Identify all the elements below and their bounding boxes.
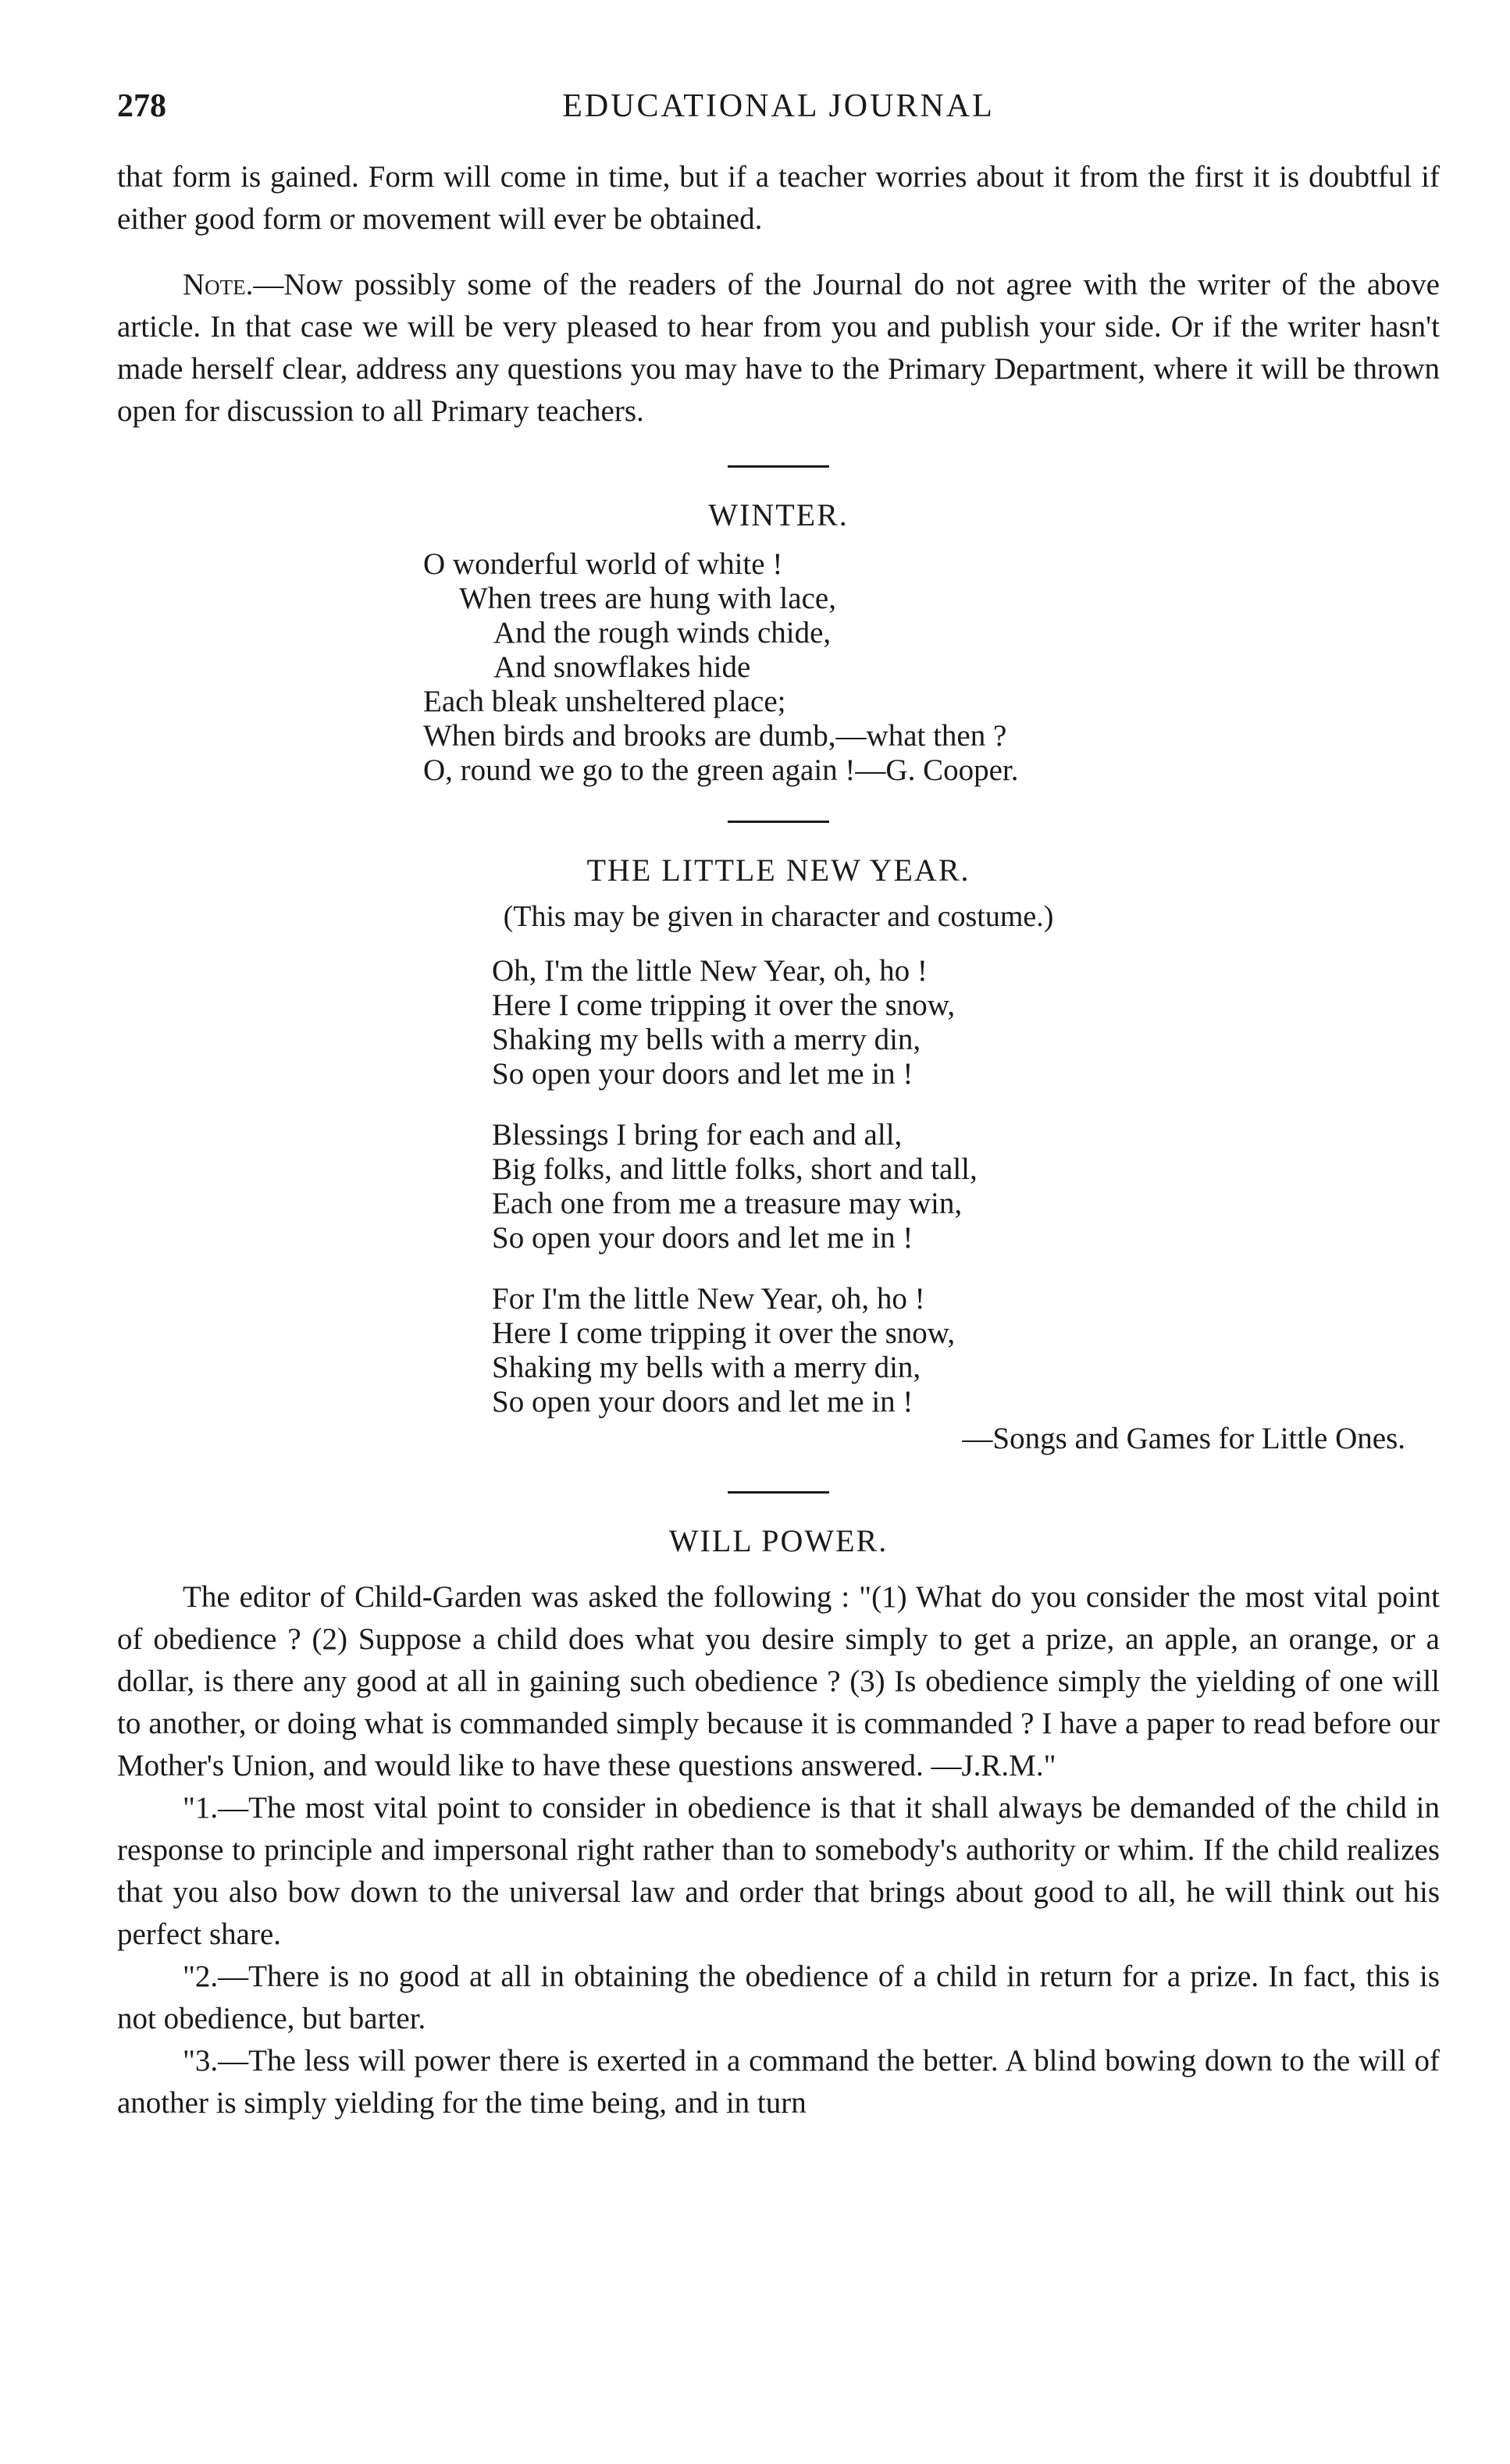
answer-paragraph: "2.—There is no good at all in obtaining the obedience of a child in return for a prize. In fact, this is not obedience, but barter. bbox=[117, 1960, 1440, 2035]
poem-line: And snowflakes hide bbox=[493, 650, 751, 684]
poem-line: Blessings I bring for each and all, bbox=[492, 1118, 903, 1152]
poem-line: So open your doors and let me in ! bbox=[492, 1057, 913, 1091]
poem-line: So open your doors and let me in ! bbox=[492, 1221, 913, 1255]
poem-line: So open your doors and let me in ! bbox=[492, 1385, 913, 1419]
poem-line: O, round we go to the green again !—G. Cooper. bbox=[423, 753, 1019, 787]
new-year-poem bbox=[117, 849, 1440, 1458]
poem-line: Oh, I'm the little New Year, oh, ho ! bbox=[492, 954, 928, 988]
journal-page bbox=[117, 78, 1440, 2124]
section-divider bbox=[728, 465, 829, 468]
poem-line: When birds and brooks are dumb,—what then ? bbox=[423, 719, 1007, 753]
stanza bbox=[492, 954, 1440, 1091]
will-power-article bbox=[117, 1520, 1440, 2124]
stanza bbox=[492, 1118, 1440, 1255]
section-divider bbox=[728, 1491, 829, 1494]
continuation-paragraph: that form is gained. Form will come in time, but if a teacher worries about it from the first it is doubtful if either good form or movement will ever be obtained. bbox=[117, 160, 1440, 236]
note-label: Note. bbox=[183, 268, 254, 301]
answer-paragraph: "3.—The less will power there is exerted in a command the better. A blind bowing down to the will of another is simply yielding for the time being, and in turn bbox=[117, 2044, 1440, 2120]
poem-line: Here I come tripping it over the snow, bbox=[492, 1316, 956, 1350]
winter-poem bbox=[117, 494, 1440, 788]
poem-line: Shaking my bells with a merry din, bbox=[492, 1023, 921, 1056]
stanza bbox=[492, 1282, 1440, 1419]
poem-line: Big folks, and little folks, short and tall, bbox=[492, 1152, 978, 1186]
answer-paragraph: "1.—The most vital point to consider in obedience is that it shall always be demanded of the child in response to principle and impersonal right rather than to somebody's authority or whim. If the child realizes that you also bow down to the universal law and order that brings about good to all, he will think out his perfect share. bbox=[117, 1791, 1440, 1951]
section-divider bbox=[728, 821, 829, 823]
poem-line: When trees are hung with lace, bbox=[459, 582, 836, 615]
winter-verse bbox=[423, 547, 1440, 788]
poem-line: Each bleak unsheltered place; bbox=[423, 685, 786, 718]
new-year-title: THE LITTLE NEW YEAR. bbox=[586, 853, 970, 888]
poem-line: Here I come tripping it over the snow, bbox=[492, 988, 956, 1022]
running-head: EDUCATIONAL JOURNAL bbox=[562, 88, 995, 124]
poem-attribution: —Songs and Games for Little Ones. bbox=[962, 1422, 1405, 1455]
poem-line: O wonderful world of white ! bbox=[423, 547, 783, 581]
new-year-verse bbox=[492, 954, 1440, 1419]
question-paragraph: The editor of Child-Garden was asked the following : "(1) What do you consider the most vital point of obedience ? (2) Suppose a child does what you desire simply to get a prize, an apple, an orange, or a dollar, is there any good at all in gaining such obedience ? (3) Is obedience simply the yielding of one will to another, or doing what is commanded simply because it is commanded ? I have a paper to read before our Mother's Union, and would like to have these questions answered. —J.R.M." bbox=[117, 1580, 1440, 1782]
page-number: 278 bbox=[117, 88, 166, 124]
new-year-subtitle: (This may be given in character and costume.) bbox=[503, 900, 1054, 933]
note-text: —Now possibly some of the readers of the Journal do not agree with the writer of the above article. In that case we will be very pleased to hear from you and publish your side. Or if the writer hasn't made herself clear, address any questions you may have to the Primary Department, where it will be thrown open for discussion to all Primary teachers. bbox=[117, 268, 1440, 428]
poem-line: Shaking my bells with a merry din, bbox=[492, 1351, 921, 1384]
editor-note bbox=[117, 264, 1440, 433]
will-power-title: WILL POWER. bbox=[668, 1523, 889, 1558]
poem-line: And the rough winds chide, bbox=[493, 616, 832, 650]
poem-line: Each one from me a treasure may win, bbox=[492, 1187, 963, 1220]
poem-line: For I'm the little New Year, oh, ho ! bbox=[492, 1282, 925, 1316]
page-header bbox=[117, 78, 1440, 133]
winter-title: WINTER. bbox=[708, 497, 849, 532]
